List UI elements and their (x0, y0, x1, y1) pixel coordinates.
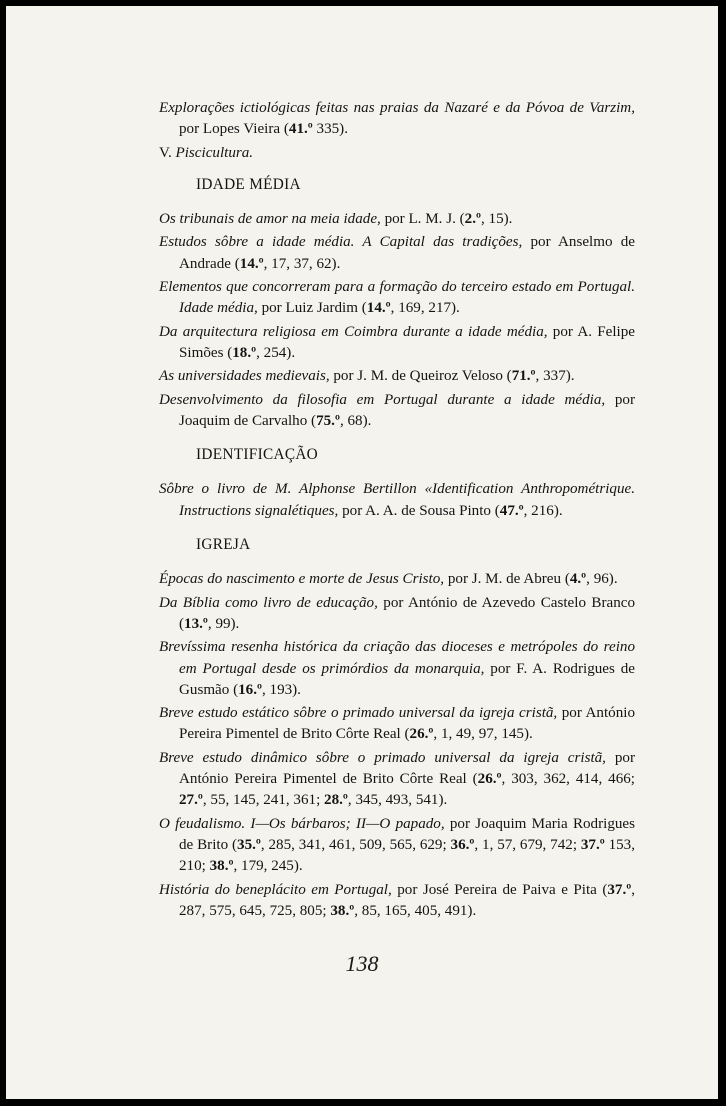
index-entry: As universidades medievais, por J. M. de Queiroz Veloso (71.º, 337). (159, 368, 575, 385)
index-entry: Desenvolvimento da filosofia em Portugal durante a idade média, por Joaquim de Carvalho (75.º, 68). (159, 391, 635, 429)
index-entry: História do beneplácito em Portugal, por José Pereira de Paiva e Pita (37.º, 287, 575, 645, 725, 805; 38.º, 85, 165, 405, 491). (159, 881, 636, 919)
page-number: 138 (345, 951, 379, 976)
index-entry: Estudos sôbre a idade média. A Capital das tradições, por Anselmo de Andrade (14.º, 17, 37, 62). (159, 234, 635, 272)
section-heading-igreja: IGREJA (196, 536, 251, 554)
index-entry: Brevíssima resenha histórica da criação das dioceses e metrópoles do reino em Portugal desde os primórdios da monarquia, por F. A. Rodrigues de Gusmão (16.º, 193). (159, 639, 635, 698)
index-entry: Breve estudo estático sôbre o primado universal da igreja cristã, por António Pereira Pimentel de Brito Côrte Real (26.º, 1, 49, 97, 145). (159, 705, 636, 743)
index-entry: Explorações ictiológicas feitas nas praias da Nazaré e da Póvoa de Varzim, por Lopes Vieira (41.º 335). (159, 100, 635, 138)
book-page (6, 6, 718, 1099)
index-content (159, 98, 635, 924)
index-entry: Da Bíblia como livro de educação, por António de Azevedo Castelo Branco (13.º, 99). (159, 594, 635, 632)
index-entry: Épocas do nascimento e morte de Jesus Cristo, por J. M. de Abreu (4.º, 96). (159, 571, 618, 588)
section-heading-identificacao: IDENTIFICAÇÃO (196, 446, 319, 464)
index-entry: Breve estudo dinâmico sôbre o primado universal da igreja cristã, por António Pereira Pimentel de Brito Côrte Real (26.º, 303, 362, 414, 466; 27.º, 55, 145, 241, 361; 28.º, 345, 493, 541). (159, 749, 635, 809)
index-entry: Os tribunais de amor na meia idade, por L. M. J. (2.º, 15). (159, 211, 513, 228)
index-entry: Da arquitectura religiosa em Coimbra durante a idade média, por A. Felipe Simões (18.º, 254). (159, 323, 635, 361)
index-entry: Sôbre o livro de M. Alphonse Bertillon «Identification Anthropométrique. Instructions signalétiques, por A. A. de Sousa Pinto (47.º, 216). (159, 481, 635, 519)
cross-reference: V. Piscicultura. (159, 144, 254, 161)
section-heading-idade-media: IDADE MÉDIA (196, 175, 301, 193)
index-entry: Elementos que concorreram para a formação do terceiro estado em Portugal. Idade média, por Luiz Jardim (14.º, 169, 217). (159, 279, 635, 317)
index-entry: O feudalismo. I—Os bárbaros; II—O papado, por Joaquim Maria Rodrigues de Brito (35.º, 285, 341, 461, 509, 565, 629; 36.º, 1, 57, 679, 742; 37.º 153, 210; 38.º, 179, 245). (159, 815, 636, 875)
